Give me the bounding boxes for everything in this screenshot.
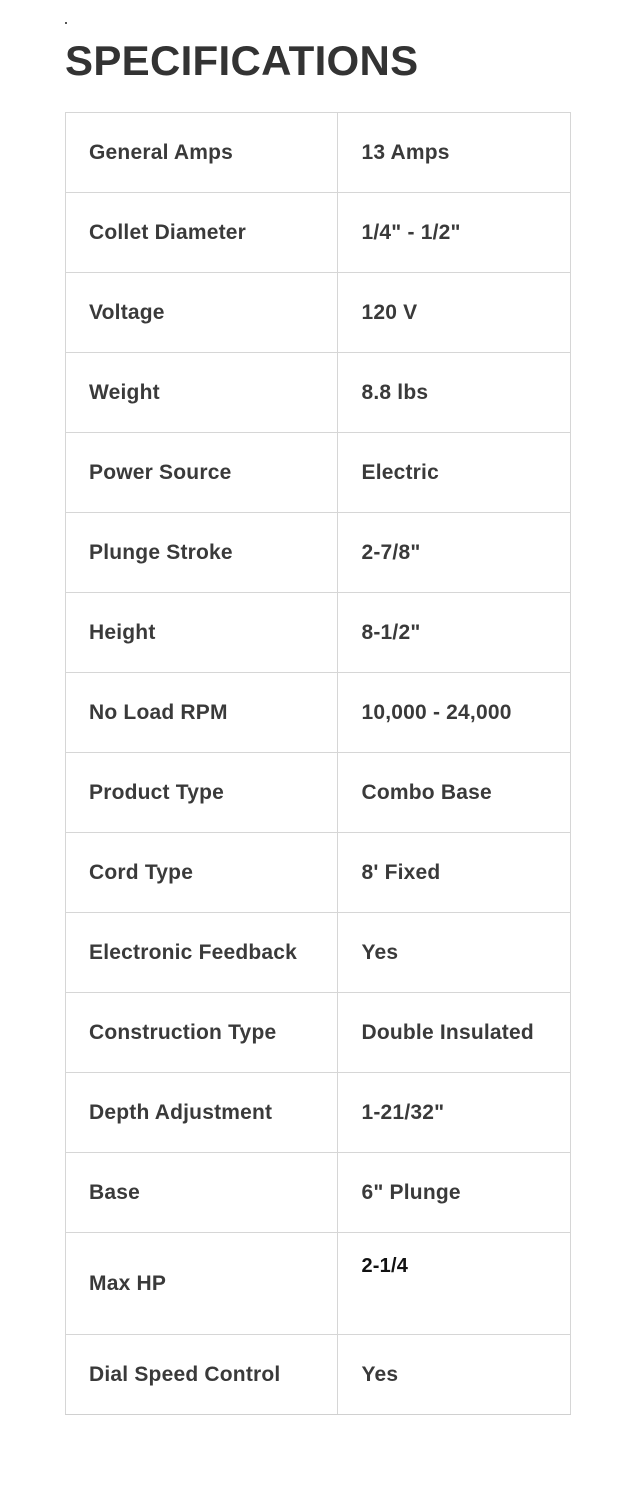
spec-value: Yes bbox=[338, 913, 571, 993]
spec-label: Weight bbox=[66, 353, 338, 433]
table-row bbox=[66, 1153, 571, 1233]
spec-value: 120 V bbox=[338, 273, 571, 353]
spec-label: Max HP bbox=[66, 1233, 338, 1335]
spec-value: 10,000 - 24,000 bbox=[338, 673, 571, 753]
spec-label: Depth Adjustment bbox=[66, 1073, 338, 1153]
table-row bbox=[66, 353, 571, 433]
spec-value: 2-1/4 bbox=[338, 1233, 571, 1335]
spec-value: Double Insulated bbox=[338, 993, 571, 1073]
spec-value: 13 Amps bbox=[338, 113, 571, 193]
table-row bbox=[66, 273, 571, 353]
table-row bbox=[66, 193, 571, 273]
specifications-table bbox=[65, 112, 571, 1415]
spec-value: Combo Base bbox=[338, 753, 571, 833]
spec-value: 8.8 lbs bbox=[338, 353, 571, 433]
spec-label: Product Type bbox=[66, 753, 338, 833]
spec-value: 6" Plunge bbox=[338, 1153, 571, 1233]
spec-value: 2-7/8" bbox=[338, 513, 571, 593]
spec-label: No Load RPM bbox=[66, 673, 338, 753]
table-row bbox=[66, 433, 571, 513]
table-row bbox=[66, 753, 571, 833]
spec-label: Height bbox=[66, 593, 338, 673]
table-row bbox=[66, 113, 571, 193]
spec-value: 1/4" - 1/2" bbox=[338, 193, 571, 273]
spec-value: 8-1/2" bbox=[338, 593, 571, 673]
table-row bbox=[66, 673, 571, 753]
spec-label: Construction Type bbox=[66, 993, 338, 1073]
table-row bbox=[66, 1073, 571, 1153]
table-row bbox=[66, 1233, 571, 1335]
spec-label: Electronic Feedback bbox=[66, 913, 338, 993]
spec-label: Power Source bbox=[66, 433, 338, 513]
spec-label: Cord Type bbox=[66, 833, 338, 913]
spec-label: General Amps bbox=[66, 113, 338, 193]
page-title: SPECIFICATIONS bbox=[65, 37, 419, 84]
spec-label: Voltage bbox=[66, 273, 338, 353]
spec-value: 1-21/32" bbox=[338, 1073, 571, 1153]
stray-dot bbox=[65, 22, 67, 24]
table-row bbox=[66, 993, 571, 1073]
table-row bbox=[66, 513, 571, 593]
spec-label: Plunge Stroke bbox=[66, 513, 338, 593]
spec-value: 8' Fixed bbox=[338, 833, 571, 913]
spec-value: Electric bbox=[338, 433, 571, 513]
spec-label: Collet Diameter bbox=[66, 193, 338, 273]
table-row bbox=[66, 1335, 571, 1415]
spec-label: Dial Speed Control bbox=[66, 1335, 338, 1415]
spec-value: Yes bbox=[338, 1335, 571, 1415]
table-row bbox=[66, 833, 571, 913]
table-row bbox=[66, 593, 571, 673]
spec-label: Base bbox=[66, 1153, 338, 1233]
table-row bbox=[66, 913, 571, 993]
